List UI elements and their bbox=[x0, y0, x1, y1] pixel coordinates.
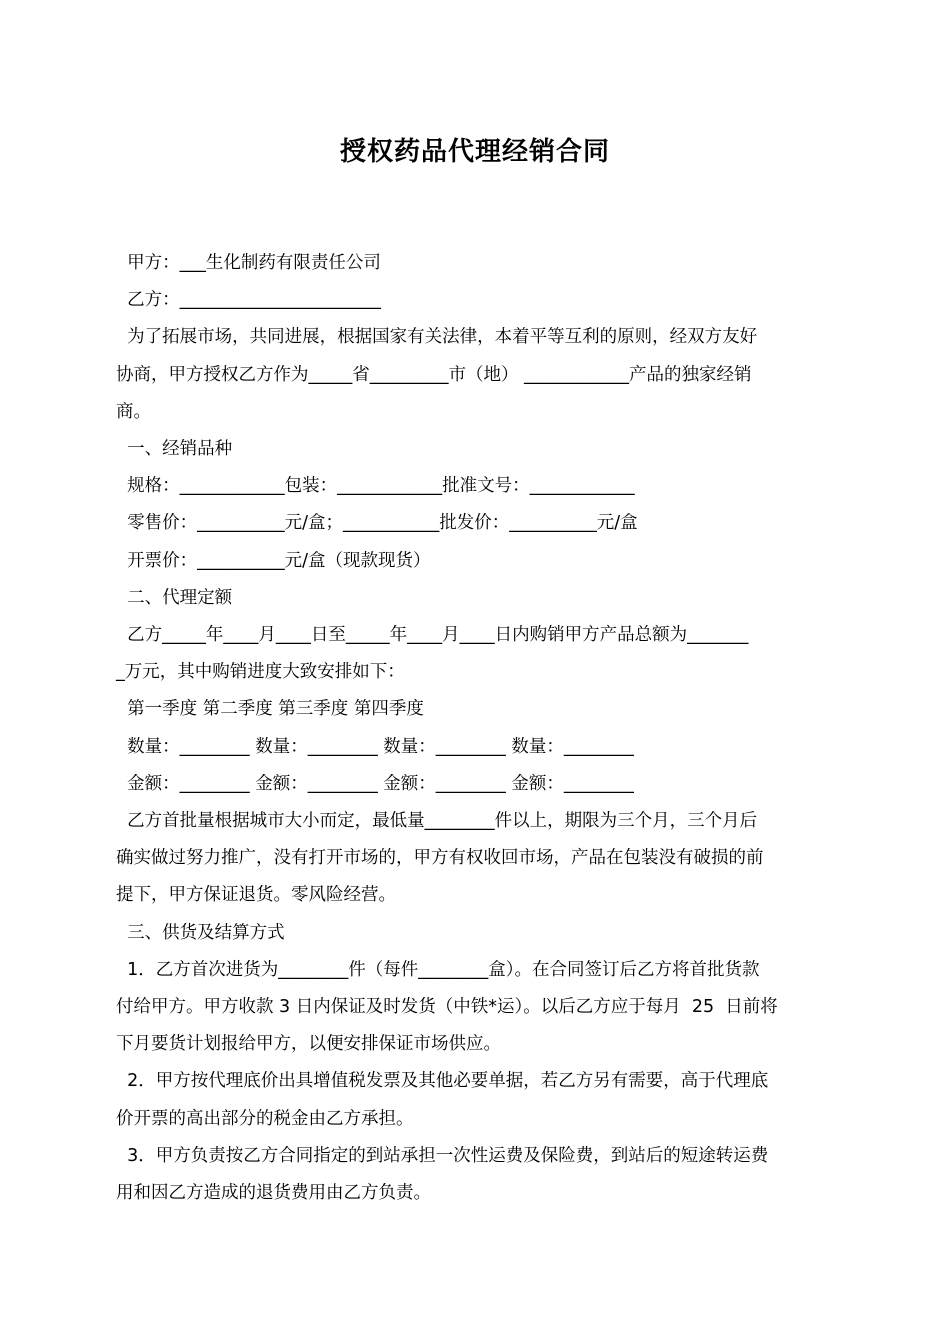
preamble-line-3: 商。 bbox=[116, 401, 151, 422]
invoice-price-line: 开票价：__________元/盒（现款现货） bbox=[116, 550, 431, 571]
supply-item-3-line-2: 用和因乙方造成的退货费用由乙方负责。 bbox=[116, 1183, 431, 1204]
quarters-header-line: 第一季度 第二季度 第三季度 第四季度 bbox=[116, 699, 424, 720]
first-batch-line-3: 提下，甲方保证退货。零风险经营。 bbox=[116, 885, 396, 906]
first-batch-line-1: 乙方首批量根据城市大小而定，最低量________件以上，期限为三个月，三个月后 bbox=[116, 811, 758, 832]
first-batch-line-2: 确实做过努力推广，没有打开市场的，甲方有权收回市场，产品在包装没有破损的前 bbox=[116, 848, 764, 869]
preamble-line-1: 为了拓展市场，共同进展，根据国家有关法律，本着平等互利的原则，经双方友好 bbox=[116, 327, 758, 348]
supply-item-1-line-2: 付给甲方。甲方收款 3 日内保证及时发货（中铁*运）。以后乙方应于每月 25 日前将 bbox=[116, 997, 778, 1018]
supply-item-3-line-1: 3．甲方负责按乙方合同指定的到站承担一次性运费及保险费，到站后的短途转运费 bbox=[116, 1145, 769, 1166]
quantity-line: 数量：________ 数量：________ 数量：________ 数量：________ bbox=[116, 736, 634, 757]
supply-item-2-line-2: 价开票的高出部分的税金由乙方承担。 bbox=[116, 1108, 414, 1129]
supply-item-2-line-1: 2．甲方按代理底价出具增值税发票及其他必要单据，若乙方另有需要，高于代理底 bbox=[116, 1071, 769, 1092]
supply-item-1-line-1: 1．乙方首次进货为________件（每件________盒）。在合同签订后乙方将首批货款 bbox=[116, 959, 760, 980]
section-heading-quota: 二、代理定额 bbox=[116, 587, 233, 608]
document-title: 授权药品代理经销合同 bbox=[339, 137, 610, 167]
quota-line-1: 乙方_____年____月____日至_____年____月____日内购销甲方产品总额为_______ bbox=[116, 625, 749, 646]
amount-line: 金额：________ 金额：________ 金额：________ 金额：________ bbox=[116, 773, 634, 794]
party-b-line: 乙方：_______________________ bbox=[116, 290, 381, 311]
section-heading-supply: 三、供货及结算方式 bbox=[116, 922, 285, 943]
retail-price-line: 零售价：__________元/盒；___________批发价：__________元/盒 bbox=[116, 513, 638, 534]
quota-line-2: _万元，其中购销进度大致安排如下： bbox=[116, 662, 405, 683]
party-a-line: 甲方：___生化制药有限责任公司 bbox=[116, 253, 381, 273]
section-heading-products: 一、经销品种 bbox=[116, 439, 233, 460]
spec-line: 规格：____________包装：____________批准文号：____________ bbox=[116, 476, 635, 497]
document-body bbox=[116, 245, 836, 1212]
supply-item-1-line-3: 下月要货计划报给甲方，以便安排保证市场供应。 bbox=[116, 1034, 501, 1055]
preamble-line-2: 协商，甲方授权乙方作为_____省_________市（地） ____________产品的独家经销 bbox=[116, 364, 752, 385]
